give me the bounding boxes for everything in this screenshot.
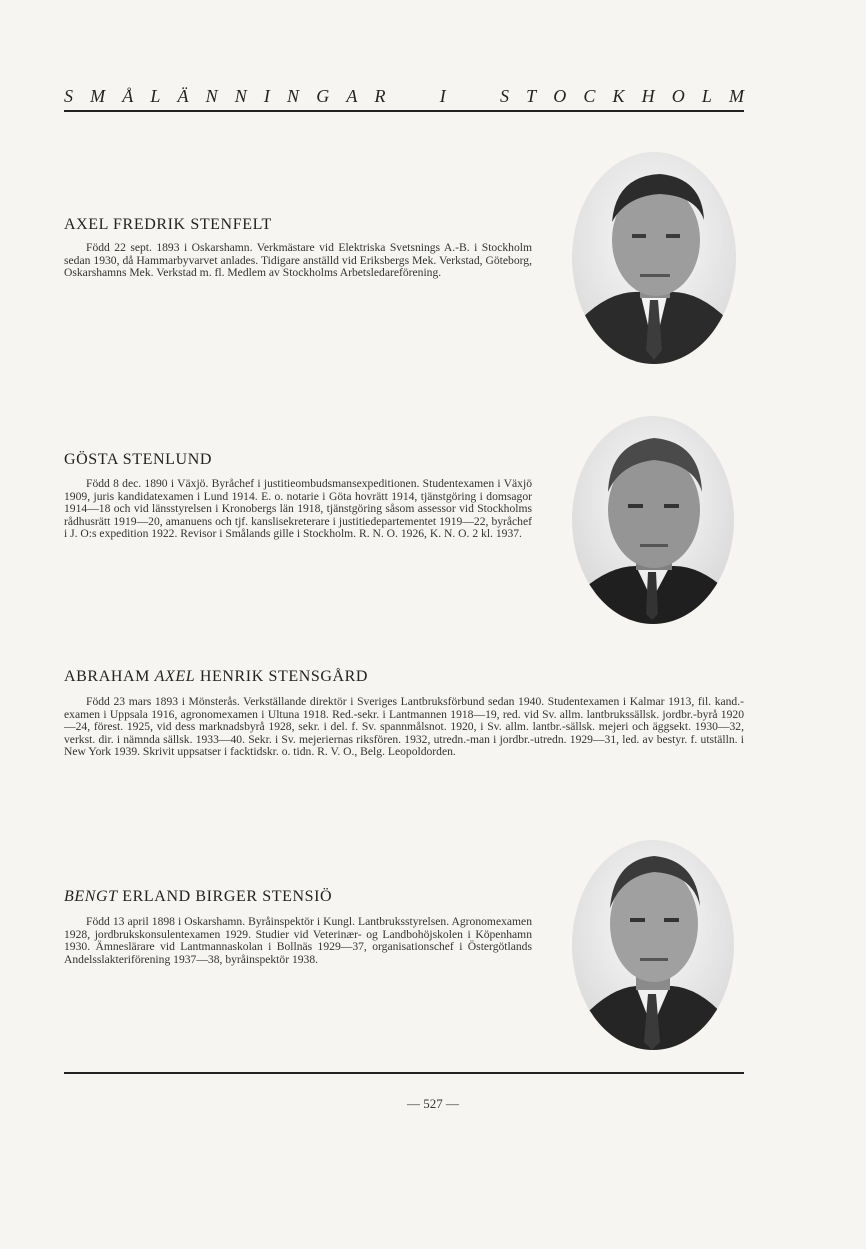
page-number: — 527 — — [407, 1096, 459, 1111]
name-part: ERLAND BIRGER STENSIÖ — [117, 888, 333, 905]
entry-biography: Född 23 mars 1893 i Mönsterås. Verkställande direktör i Sveriges Lantbruksförbund sedan 1940. Studentexamen i Kalmar 1913, fil. kand.-examen i Uppsala 1916, agronomexamen i Ultuna 1918. Red.-sekr. i Lantmannen 1918—19, red. vid Sv. allm. lantbrukssällsk. jordbr.-byrå 1920—24, förest. 1925, vid dess marknadsbyrå 1928, sekr. i del. f. Sv. spannmålsnot. 1920, i Sv. allm. lantbr.-sällsk. mejeri och äggsekt. 1930—32, verkst. dir. i nämnda sällsk. 1933—40. Sekr. i Sv. mejeriernas riksfören. 1932, utredn.-man i jordbr.-utredn. 1929—31, led. av bestyr. f. utställn. i New York 1939. Skrivit uppsatser i facktidskr. o. tidn. R. V. O., Belg. Leopoldorden. — [64, 695, 744, 759]
header-letter: N — [234, 86, 247, 106]
entry-name — [64, 216, 272, 234]
header-letter: A — [346, 86, 358, 106]
header-rule — [64, 110, 744, 112]
entry-name — [64, 888, 332, 906]
header-letter: S — [64, 86, 73, 106]
header-letter: T — [526, 86, 537, 106]
entry-biography: Född 13 april 1898 i Oskarshamn. Byråinspektör i Kungl. Lantbruksstyrelsen. Agronomexamen 1928, jordbrukskonsulentexamen 1929. Studier vid Veterinær- og Landbohöjskolen i Köpenhamn 1930. Ämneslärare vid Lantmannaskolan i Bollnäs 1929—37, organisationschef i Östergötlands Andelsslakteriförening 1937—38, byråinspektör 1938. — [64, 915, 532, 966]
header-letter: N — [287, 86, 300, 106]
name-part-italic: BENGT — [64, 888, 118, 905]
name-part: ABRAHAM — [64, 668, 155, 685]
header-letter: M — [90, 86, 106, 106]
header-letter: I — [439, 86, 446, 106]
portrait-photo — [570, 414, 736, 626]
header-letter: N — [205, 86, 218, 106]
header-letter: R — [374, 86, 386, 106]
running-header — [64, 86, 744, 107]
header-letter: O — [553, 86, 567, 106]
entry-biography: Född 22 sept. 1893 i Oskarshamn. Verkmästare vid Elektriska Svetsnings A.-B. i Stockholm sedan 1930, då Hammarbyvarvet anlades. Tidigare anställd vid Eriksbergs Mek. Verkstad, Göteborg, Oskarshamns Mek. Verkstad m. fl. Medlem av Stockholms Arbetsledareförening. — [64, 241, 532, 280]
portrait-photo — [570, 838, 736, 1052]
header-letter: L — [150, 86, 161, 106]
header-letter: I — [263, 86, 270, 106]
footer-rule — [64, 1072, 744, 1074]
header-letter: M — [729, 86, 744, 106]
name-part: GÖSTA STENLUND — [64, 451, 213, 468]
header-letter: K — [612, 86, 625, 106]
header-letter: C — [583, 86, 596, 106]
entry-name — [64, 451, 212, 469]
header-letter: Å — [122, 86, 134, 106]
name-part: HENRIK STENSGÅRD — [195, 668, 369, 685]
name-part: AXEL FREDRIK STENFELT — [64, 216, 272, 233]
header-letter: G — [316, 86, 330, 106]
name-part-italic: AXEL — [154, 668, 196, 685]
header-letter: O — [671, 86, 685, 106]
header-letter: L — [701, 86, 712, 106]
header-gap — [463, 86, 483, 107]
entry-biography: Född 8 dec. 1890 i Växjö. Byråchef i justitieombudsmansexpeditionen. Studentexamen i Växjö 1909, juris kandidatexamen i Lund 1914. E. o. notarie i Göta hovrätt 1914, tjänstgöring i domsagor 1914—18 och vid länsstyrelsen i Kronobergs län 1918, tjänstgöring såsom assessor vid Stockholms rådhusrätt 1919—20, amanuens och tjf. kanslisekreterare i justitiedepartementet 1919—22, byråchef i J. O:s expedition 1922. Revisor i Smålands gille i Stockholm. R. N. O. 1926, K. N. O. 2 kl. 1937. — [64, 477, 532, 541]
entry-name — [64, 668, 368, 686]
header-letter: H — [641, 86, 655, 106]
portrait-photo — [570, 150, 738, 366]
header-gap — [403, 86, 423, 107]
header-letter: Ä — [177, 86, 189, 106]
header-letter: S — [499, 86, 509, 106]
